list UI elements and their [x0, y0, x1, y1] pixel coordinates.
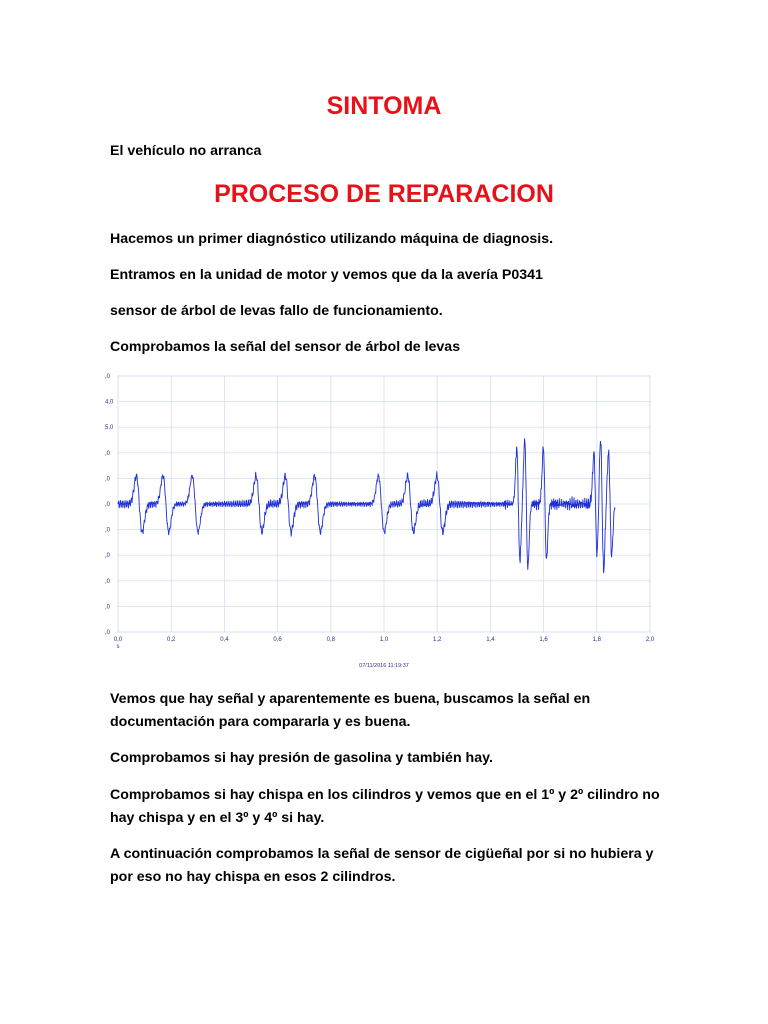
- y-tick-label: ,0: [105, 527, 111, 534]
- y-tick-label: ,0: [105, 630, 111, 636]
- x-tick-label: 1,6: [539, 637, 548, 643]
- x-tick-label: 0,6: [273, 637, 282, 643]
- y-tick-label: ,0: [105, 476, 111, 483]
- x-tick-label: 0,4: [220, 637, 229, 643]
- y-tick-label: ,0: [105, 553, 111, 560]
- x-tick-label: 1,8: [592, 637, 601, 643]
- y-tick-label: ,0: [105, 502, 111, 508]
- y-tick-label: ,0: [105, 374, 111, 380]
- oscilloscope-chart: [104, 368, 664, 673]
- title-sintoma: SINTOMA: [326, 92, 442, 120]
- y-tick-label: ,0: [105, 604, 111, 611]
- text-paso-2: Entramos en la unidad de motor y vemos que da la avería P0341: [110, 267, 543, 283]
- x-axis-unit: s: [116, 644, 120, 650]
- x-tick-label: 0,0: [113, 637, 123, 643]
- x-tick-label: 1,2: [433, 637, 442, 643]
- text-resultado: Vemos que hay señal y aparentemente es buena, buscamos la señal en documentación para compararla y es buena.: [110, 691, 591, 730]
- x-tick-label: 1,4: [486, 637, 495, 643]
- chart-svg: [104, 368, 664, 673]
- chart-timestamp: 07/11/2016 11:19:37: [359, 663, 409, 669]
- x-tick-label: 0,8: [326, 637, 335, 643]
- y-tick-label: ,0: [105, 450, 111, 457]
- text-sintoma: El vehículo no arranca: [110, 143, 262, 159]
- text-ciguenal: A continuación comprobamos la señal de sensor de cigüeñal por si no hubiera y por eso no hay chispa en esos 2 cilindros.: [110, 846, 654, 885]
- y-tick-label: 5,0: [105, 425, 114, 432]
- y-tick-label: 4,0: [105, 399, 114, 406]
- text-chispa: Comprobamos si hay chispa en los cilindros y vemos que en el 1º y 2º cilindro no hay chispa y en el 3º y 4º si hay.: [110, 787, 660, 826]
- title-proceso: PROCESO DE REPARACION: [214, 180, 554, 208]
- text-paso-1: Hacemos un primer diagnóstico utilizando máquina de diagnosis.: [110, 231, 554, 247]
- x-tick-label: 1,0: [379, 637, 389, 643]
- y-tick-label: ,0: [105, 578, 111, 585]
- x-tick-label: 2,0: [645, 637, 655, 643]
- text-paso-3: sensor de árbol de levas fallo de funcionamiento.: [110, 303, 443, 319]
- x-tick-label: 0,2: [167, 637, 176, 643]
- text-gasolina: Comprobamos si hay presión de gasolina y también hay.: [110, 750, 493, 766]
- text-paso-4: Comprobamos la señal del sensor de árbol de levas: [110, 339, 461, 355]
